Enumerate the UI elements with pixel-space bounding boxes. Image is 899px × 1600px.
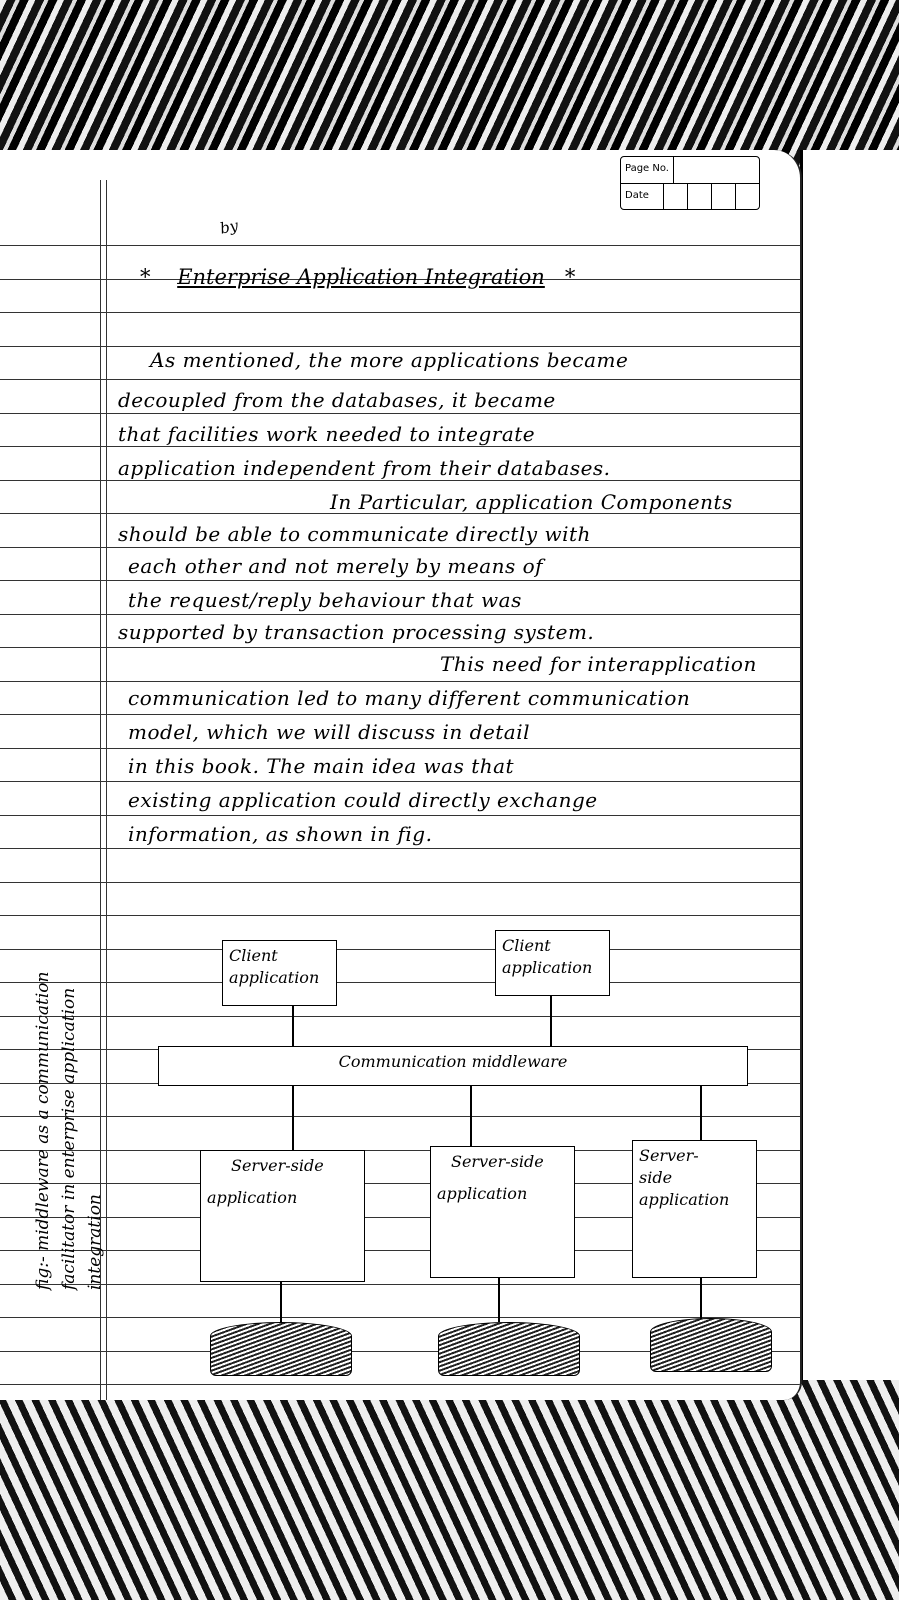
database-cylinder-3 (650, 1318, 772, 1372)
body-line: the request/reply behaviour that was (128, 588, 522, 612)
background-top (0, 0, 899, 170)
ruled-line (0, 714, 800, 715)
client-right-line2: application (502, 958, 593, 977)
ruled-line (0, 949, 800, 950)
body-line: information, as shown in fig. (128, 822, 433, 846)
server2-line2: application (437, 1184, 528, 1203)
page-heading (140, 265, 575, 289)
client-application-left (222, 940, 337, 1006)
connector-line (700, 1278, 702, 1322)
ruled-line (0, 1116, 800, 1117)
ruled-line (0, 1284, 800, 1285)
body-line: existing application could directly exchange (128, 788, 598, 812)
ruled-line (0, 346, 800, 347)
server1-line1: Server-side (231, 1156, 324, 1175)
ruled-line (0, 815, 800, 816)
ruled-line (0, 614, 800, 615)
heading-title: Enterprise Application Integration (177, 265, 545, 289)
ruled-line (0, 848, 800, 849)
server-side-application-3 (632, 1140, 757, 1278)
server-side-application-1 (200, 1150, 365, 1282)
notebook-page (0, 150, 802, 1400)
body-line: communication led to many different communication (128, 686, 691, 710)
ruled-line (0, 580, 800, 581)
background-bottom (0, 1370, 899, 1600)
heading-star-right: * (564, 265, 576, 289)
body-line: each other and not merely by means of (128, 554, 544, 578)
page-date-box (620, 156, 760, 210)
connector-line (292, 1006, 294, 1046)
database-cylinder-1 (210, 1322, 352, 1376)
body-line: in this book. The main idea was that (128, 754, 515, 778)
ruled-line (0, 647, 800, 648)
connector-line (280, 1282, 282, 1322)
ruled-line (0, 681, 800, 682)
ruled-line (0, 446, 800, 447)
connector-line (498, 1278, 500, 1322)
ruled-line (0, 379, 800, 380)
caption-line: facilitator in enterprise application (59, 987, 79, 1290)
body-line: This need for interapplication (440, 652, 757, 676)
page-no-label: Page No. (625, 163, 669, 174)
figure-caption (30, 870, 108, 1290)
ruled-line (0, 413, 800, 414)
client-left-line1: Client (229, 946, 278, 965)
body-line: decoupled from the databases, it became (118, 388, 556, 412)
body-line: application independent from their databases. (118, 456, 611, 480)
body-line: model, which we will discuss in detail (128, 720, 531, 744)
ruled-line (0, 547, 800, 548)
body-line: As mentioned, the more applications became (150, 348, 629, 372)
server3-line2: side (639, 1168, 673, 1187)
ruled-line (0, 915, 800, 916)
ruled-line (0, 312, 800, 313)
body-line: supported by transaction processing system. (118, 620, 595, 644)
connector-line (550, 996, 552, 1046)
ruled-line (0, 1384, 800, 1385)
ruled-line (0, 882, 800, 883)
client-left-line2: application (229, 968, 320, 987)
server-side-application-2 (430, 1146, 575, 1278)
heading-star-left: * (140, 265, 151, 289)
ruled-line (0, 748, 800, 749)
middleware-label: Communication middleware (338, 1052, 568, 1071)
body-line: that facilities work needed to integrate (118, 422, 536, 446)
client-application-right (495, 930, 610, 996)
body-line: In Particular, application Components (330, 490, 733, 514)
ruled-line (0, 1317, 800, 1318)
next-page-edge (800, 150, 899, 1380)
client-right-line1: Client (502, 936, 551, 955)
server1-line2: application (207, 1188, 298, 1207)
ruled-line (0, 781, 800, 782)
server2-line1: Server-side (451, 1152, 544, 1171)
server3-line3: application (639, 1190, 730, 1209)
caption-line: fig:- middleware as a communication (33, 971, 53, 1290)
database-cylinder-2 (438, 1322, 580, 1376)
caption-line: integration (85, 1194, 105, 1290)
server3-line1: Server- (639, 1146, 699, 1165)
signature: by (218, 216, 240, 238)
ruled-line (0, 982, 800, 983)
ruled-line (0, 480, 800, 481)
ruled-line (0, 1016, 800, 1017)
connector-line (292, 1086, 294, 1156)
communication-middleware (158, 1046, 748, 1086)
ruled-line (0, 245, 800, 246)
body-line: should be able to communicate directly with (118, 522, 591, 546)
date-label: Date (625, 190, 649, 201)
